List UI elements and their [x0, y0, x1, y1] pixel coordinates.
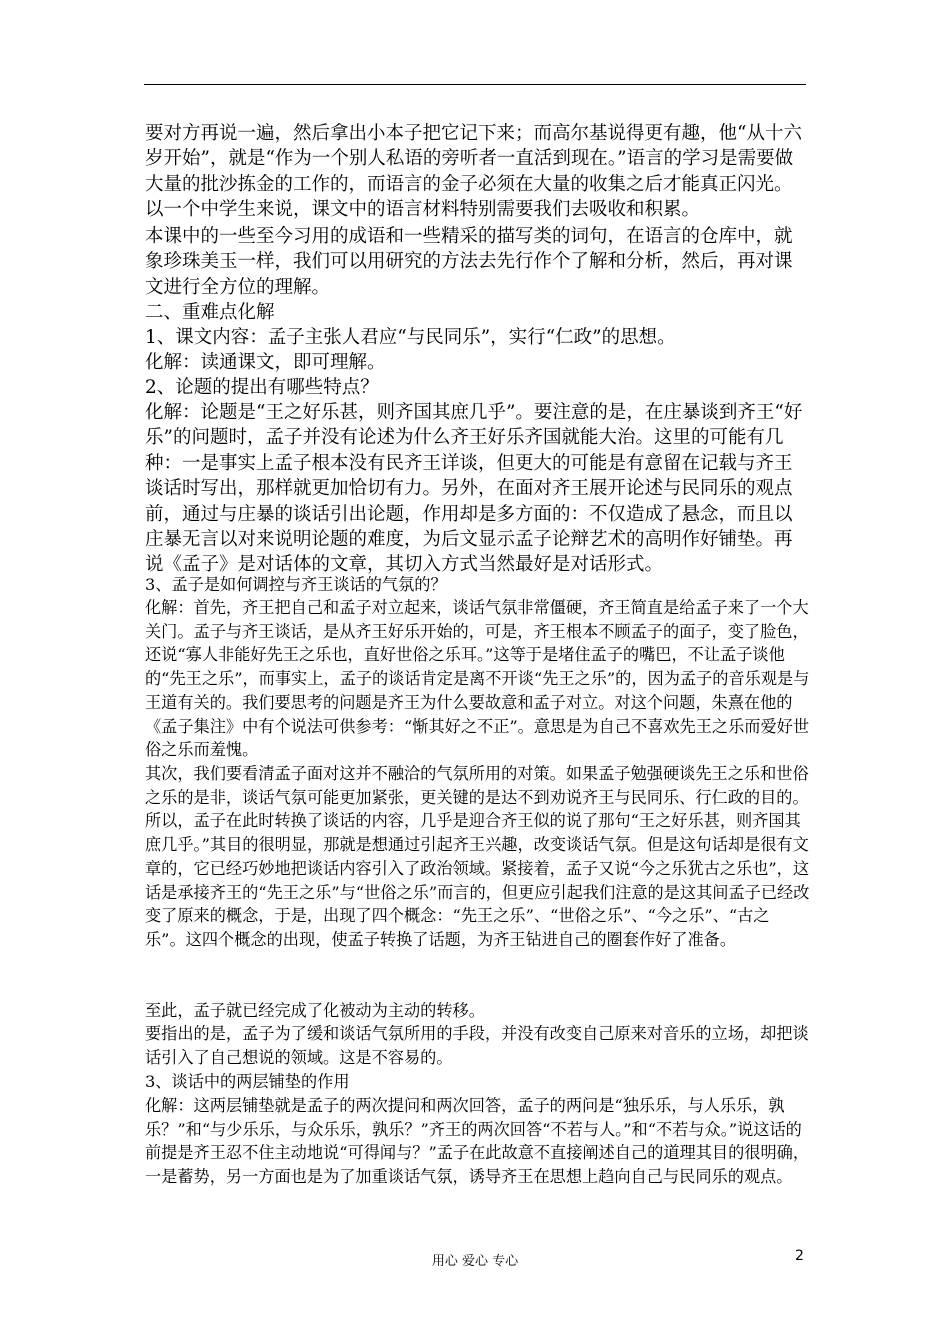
item-answer-3: 化解：首先，齐王把自己和孟子对立起来，谈话气氛非常僵硬，齐王简直是给孟子来了一个大关门。孟子与齐王谈话，是从齐王好乐开始的，可是，齐王根本不顾孟子的面子，变了脸色，还说“寡人非能好先王之乐也，直好世俗之乐耳。”这等于是堵住孟子的嘴巴，不让孟子谈他的“先王之乐”，而事实上，孟子的谈话肯定是离不开谈“先王之乐”的，因为孟子的音乐观是与王道有关的。我们要思考的问题是齐王为什么要故意和孟子对立。对这个问题，朱熹在他的《孟子集注》中有个说法可供参考：“惭其好之不正”。意思是为自己不喜欢先王之乐而爱好世俗之乐而羞愧。 [145, 598, 810, 760]
item-answer-1: 化解：读通课文，即可理解。 [145, 352, 386, 373]
item-heading-3: 3、孟子是如何调控与齐王谈话的气氛的？ [145, 575, 447, 594]
paragraph-idioms: 本课中的一些至今习用的成语和一些精采的描写类的词句，在语言的仓库中，就象珍珠美玉一样，我们可以用研究的方法去先行作个了解和分析，然后，再对课文进行全方位的理解。 [145, 226, 793, 298]
page-number: 2 [795, 1248, 804, 1264]
header-rule [144, 84, 806, 85]
item-answer-2: 化解：论题是“王之好乐甚，则齐国其庶几乎”。要注意的是，在庄暴谈到齐王“好乐”的问题时，孟子并没有论述为什么齐王好乐齐国就能大治。这里的可能有几种：一是事实上孟子根本没有民齐王详谈，但更大的可能是有意留在记载与齐王谈话时写出，那样就更加恰切有力。另外，在面对齐王展开论述与民同乐的观点前，通过与庄暴的谈话引出论题，作用却是多方面的：不仅造成了悬念，而且以庄暴无言以对来说明论题的难度，为后文显示孟子论辩艺术的高明作好铺垫。再说《孟子》是对话体的文章，其切入方式当然最好是对话形式。 [145, 402, 803, 576]
item-answer-4: 化解：这两层铺垫就是孟子的两次提问和两次回答，孟子的两问是“独乐乐，与人乐乐，孰乐？”和“与少乐乐，与众乐乐，孰乐？”齐王的两次回答“不若与人。”和“不若与众。”说这话的前提是齐王忍不住主动地说“可得闻与？”孟子在此故意不直接阐述自己的道理其目的很明确，一是蓄势，另一方面也是为了加重谈话气氛，诱导齐王在思想上趋向自己与民同乐的观点。 [145, 1096, 810, 1187]
paragraph-note: 要指出的是，孟子为了缓和谈话气氛所用的手段，并没有改变自己原来对音乐的立场，却把谈话引入了自己想说的领域。这是不容易的。 [145, 1024, 809, 1067]
footer-motto: 用心 爱心 专心 [431, 1254, 519, 1269]
paragraph-intro: 要对方再说一遍，然后拿出小本子把它记下来；而高尔基说得更有趣，他“从十六岁开始”，就是“作为一个别人私语的旁听者一直活到现在。”语言的学习是需要做大量的批沙拣金的工作的，而语言的金子必须在大量的收集之后才能真正闪光。以一个中学生来说，课文中的语言材料特别需要我们去吸收和积累。 [145, 123, 802, 221]
item-heading-4: 3、谈话中的两层铺垫的作用 [145, 1072, 350, 1091]
paragraph-conclusion: 至此，孟子就已经完成了化被动为主动的转移。 [145, 1001, 485, 1020]
section-heading: 二、重难点化解 [145, 302, 275, 323]
item-heading-1: 1、课文内容：孟子主张人君应“与民同乐”，实行“仁政”的思想。 [145, 327, 676, 348]
paragraph-secondly: 其次，我们要看清孟子面对这并不融洽的气氛所用的对策。如果孟子勉强硬谈先王之乐和世俗之乐的是非，谈话气氛可能更加紧张，更关键的是达不到劝说齐王与民同乐、行仁政的目的。所以，孟子在此时转换了谈话的内容，几乎是迎合齐王似的说了那句“王之好乐甚，则齐国其庶几乎。”其目的很明显，那就是想通过引起齐王兴趣，改变谈话气氛。但是这句话却是很有文章的，它已经巧妙地把谈话内容引入了政治领域。紧接着，孟子又说“今之乐犹古之乐也”，这话是承接齐王的“先王之乐”与“世俗之乐”而言的，但更应引起我们注意的是这其间孟子已经改变了原来的概念，于是，出现了四个概念：“先王之乐”、“世俗之乐”、“今之乐”、“古之乐”。这四个概念的出现，使孟子转换了话题，为齐王钻进自己的圈套作好了准备。 [145, 764, 810, 949]
item-heading-2: 2、论题的提出有哪些特点？ [145, 377, 379, 398]
